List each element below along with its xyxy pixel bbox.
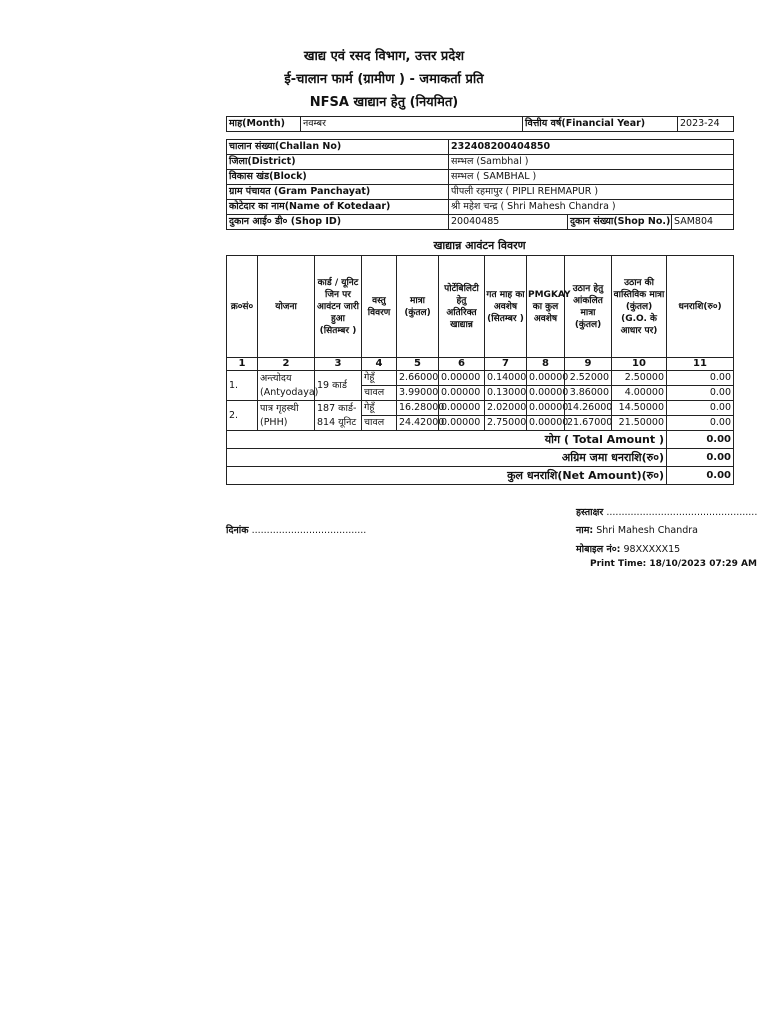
serial-number: 2.: [227, 401, 258, 431]
kotedaar-label: कोटेदार का नाम(Name of Kotedaar): [227, 200, 449, 215]
estimated-lifting: 21.67000: [565, 416, 612, 431]
previous-balance: 2.02000: [485, 401, 527, 416]
column-number-row: [227, 358, 734, 371]
scheme-name-english: (Antyodaya): [260, 386, 319, 398]
estimated-lifting: 3.86000: [565, 386, 612, 401]
department-title: खाद्य एवं रसद विभाग, उत्तर प्रदेश: [303, 49, 465, 64]
block-row: [227, 170, 734, 185]
portability-qty: 0.00000: [439, 416, 485, 431]
commodity: चावल: [362, 386, 397, 401]
previous-balance: 2.75000: [485, 416, 527, 431]
signature-line: [576, 505, 757, 518]
month-table: [226, 116, 734, 132]
block-value: सम्भल ( SAMBHAL ): [449, 170, 734, 185]
block-label: विकास खंड(Block): [227, 170, 449, 185]
previous-balance: 0.13000: [485, 386, 527, 401]
scheme-cell: [258, 401, 315, 431]
cards-count: 187 कार्ड-: [317, 402, 357, 414]
name-value: Shri Mahesh Chandra: [596, 525, 698, 536]
month-label: माह(Month): [227, 117, 301, 132]
form-subtitle: NFSA खाद्यान हेतु (नियमित): [309, 95, 459, 110]
header-cards: कार्ड / यूनिट जिन पर आवंटन जारी हुआ (सितम्बर ): [315, 256, 362, 358]
header-serial: क्र०सं०: [227, 256, 258, 358]
estimated-lifting: 14.26000: [565, 401, 612, 416]
pmgkay-balance: 0.00000: [527, 386, 565, 401]
pmgkay-balance: 0.00000: [527, 401, 565, 416]
header-quantity: मात्रा (कुंतल): [397, 256, 439, 358]
column-number: 4: [362, 358, 397, 371]
shop-id-label: दुकान आई० डी० (Shop ID): [227, 215, 449, 230]
amount: 0.00: [667, 401, 734, 416]
header-commodity: वस्तु विवरण: [362, 256, 397, 358]
advance-value: 0.00: [667, 449, 734, 467]
mobile-line: [576, 542, 680, 555]
financial-year-value: 2023-24: [678, 117, 734, 132]
quantity: 2.66000: [397, 371, 439, 386]
net-amount-row: [227, 467, 734, 485]
quantity: 3.99000: [397, 386, 439, 401]
column-number: 7: [485, 358, 527, 371]
allocation-title: खाद्यान्न आवंटन विवरण: [433, 239, 526, 252]
amount: 0.00: [667, 371, 734, 386]
column-number: 6: [439, 358, 485, 371]
header-previous-balance: गत माह का अवशेष (सितम्बर ): [485, 256, 527, 358]
total-row: [227, 431, 734, 449]
header-portability: पोर्टेबिलिटी हेतु अतिरिक्त खाद्यान्न: [439, 256, 485, 358]
pmgkay-balance: 0.00000: [527, 416, 565, 431]
estimated-lifting: 2.52000: [565, 371, 612, 386]
allocation-header-row: [227, 256, 734, 358]
column-number: 5: [397, 358, 439, 371]
cards-count: 19 कार्ड: [317, 379, 347, 391]
name-line: [576, 523, 698, 536]
column-number: 11: [667, 358, 734, 371]
gram-panchayat-label: ग्राम पंचायत (Gram Panchayat): [227, 185, 449, 200]
shop-row: [227, 215, 734, 230]
challan-row: [227, 140, 734, 155]
previous-balance: 0.14000: [485, 371, 527, 386]
district-row: [227, 155, 734, 170]
scheme-name-hindi: अन्त्योदय: [260, 372, 292, 384]
header-actual-lifting: उठान की वास्तिविक मात्रा (कुंतल) (G.O. के आधार पर): [612, 256, 667, 358]
column-number: 3: [315, 358, 362, 371]
quantity: 24.42000: [397, 416, 439, 431]
month-value: नवम्बर: [301, 117, 523, 132]
actual-lifting: 21.50000: [612, 416, 667, 431]
commodity: चावल: [362, 416, 397, 431]
pmgkay-balance: 0.00000: [527, 371, 565, 386]
district-value: सम्भल (Sambhal ): [449, 155, 734, 170]
challan-value: 232408200404850: [449, 140, 734, 155]
district-label: जिला(District): [227, 155, 449, 170]
net-amount-label: कुल धनराशि(Net Amount)(रु०): [227, 467, 667, 485]
units-count: 814 यूनिट: [317, 416, 357, 428]
scheme-cell: [258, 371, 319, 401]
total-value: 0.00: [667, 431, 734, 449]
portability-qty: 0.00000: [439, 401, 485, 416]
scheme-name-english: (PHH): [260, 416, 288, 428]
allocation-table: [226, 255, 734, 485]
column-number: 9: [565, 358, 612, 371]
kotedaar-value: श्री महेश चन्द्र ( Shri Mahesh Chandra ): [449, 200, 734, 215]
actual-lifting: 2.50000: [612, 371, 667, 386]
cards-cell: [315, 401, 362, 431]
portability-qty: 0.00000: [439, 371, 485, 386]
net-amount-value: 0.00: [667, 467, 734, 485]
header-amount: धनराशि(रु०): [667, 256, 734, 358]
scheme-name-hindi: पात्र गृहस्थी: [260, 402, 299, 414]
shop-id-value: 20040485: [449, 215, 568, 230]
table-row: [227, 371, 734, 386]
serial-number: 1.: [227, 371, 258, 401]
date-line: [226, 523, 366, 536]
print-time: Print Time: 18/10/2023 07:29 AM: [590, 559, 757, 569]
advance-row: [227, 449, 734, 467]
advance-label: अग्रिम जमा धनराशि(रु०): [227, 449, 667, 467]
name-label: नाम:: [576, 525, 594, 536]
column-number: 10: [612, 358, 667, 371]
amount: 0.00: [667, 416, 734, 431]
header-estimated-lifting: उठान हेतु आंकलित मात्रा (कुंतल): [565, 256, 612, 358]
column-number: 8: [527, 358, 565, 371]
commodity: गेहूँ: [362, 401, 397, 416]
signature-label: हस्ताक्षर: [576, 507, 604, 518]
financial-year-label: वित्तीय वर्ष(Financial Year): [523, 117, 678, 132]
date-label: दिनांक: [226, 525, 249, 536]
column-number: 1: [227, 358, 258, 371]
commodity: गेहूँ: [362, 371, 397, 386]
cards-cell: [315, 371, 362, 401]
table-row: [227, 401, 734, 416]
gram-panchayat-value: पीपली रहमापुर ( PIPLI REHMAPUR ): [449, 185, 734, 200]
mobile-value: 98XXXXX15: [623, 544, 681, 555]
kotedaar-row: [227, 200, 734, 215]
actual-lifting: 4.00000: [612, 386, 667, 401]
column-number: 2: [258, 358, 315, 371]
header-pmgkay: PMGKAY का कुल अवशेष: [527, 256, 565, 358]
header-scheme: योजना: [258, 256, 315, 358]
challan-label: चालान संख्या(Challan No): [227, 140, 449, 155]
date-dots: ......................................: [251, 525, 367, 536]
shop-no-value: SAM804: [672, 215, 734, 230]
challan-details-table: [226, 139, 734, 230]
quantity: 16.28000: [397, 401, 439, 416]
mobile-label: मोबाइल नं०:: [576, 544, 621, 555]
portability-qty: 0.00000: [439, 386, 485, 401]
gram-panchayat-row: [227, 185, 734, 200]
signature-dots: ..................................................: [606, 507, 758, 518]
total-label: योग ( Total Amount ): [227, 431, 667, 449]
amount: 0.00: [667, 386, 734, 401]
actual-lifting: 14.50000: [612, 401, 667, 416]
shop-no-label: दुकान संख्या(Shop No.): [568, 215, 672, 230]
form-title: ई-चालान फार्म (ग्रामीण ) - जमाकर्ता प्रति: [284, 72, 484, 87]
